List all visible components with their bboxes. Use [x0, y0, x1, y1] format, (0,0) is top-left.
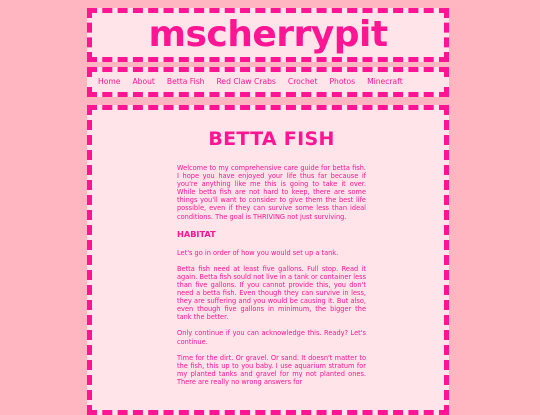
- habitat-heading: HABITAT: [177, 228, 216, 239]
- main-content: [87, 105, 449, 415]
- nav-item-photos[interactable]: Photos: [329, 77, 356, 86]
- site-title[interactable]: mscherrypit: [148, 14, 388, 55]
- paragraph: Betta fish need at least five gallons. Full stop. Read it again. Betta fish sould not live in a tank or container less than five gallons. If you cannot provide this, you don't need a betta fish. Even though they can survive in less, they are suffering and you would be causing it. But also, even though five gallons in minimum, the bigger the tank the better.: [177, 264, 366, 322]
- nav-item-about[interactable]: About: [132, 77, 155, 86]
- nav-item-red-claw-crabs[interactable]: Red Claw Crabs: [216, 77, 276, 86]
- paragraph: Let's go in order of how you would set up a tank.: [177, 248, 339, 257]
- article: [92, 110, 444, 386]
- nav-item-betta-fish[interactable]: Betta Fish: [166, 77, 205, 86]
- nav-list: [92, 72, 444, 92]
- nav-item-minecraft[interactable]: Minecraft: [367, 77, 403, 86]
- paragraph: Time for the dirt. Or gravel. Or sand. It doesn't matter to the fish, this up to you baby. I use aquarium stratum for my planted tanks and gravel for my not planted ones. There are really no wrong answers for: [177, 353, 366, 386]
- header-banner: [87, 8, 449, 62]
- intro-paragraph: Welcome to my comprehensive care guide for betta fish. I hope you have enjoyed your life thus far because if you're anything like me this is going to take it over. While betta fish are not hard to keep, there are some things you'll want to consider to give them the best life possible, even if they can survive some less than ideal conditions. The goal is THRIVING not just surviving.: [177, 164, 366, 221]
- page-title: BETTA FISH: [208, 128, 335, 150]
- nav-item-home[interactable]: Home: [98, 77, 121, 86]
- nav-item-crochet[interactable]: Crochet: [287, 77, 318, 86]
- nav-bar: [87, 67, 449, 97]
- paragraph: Only continue if you can acknowledge this. Ready? Let's continue.: [177, 329, 366, 346]
